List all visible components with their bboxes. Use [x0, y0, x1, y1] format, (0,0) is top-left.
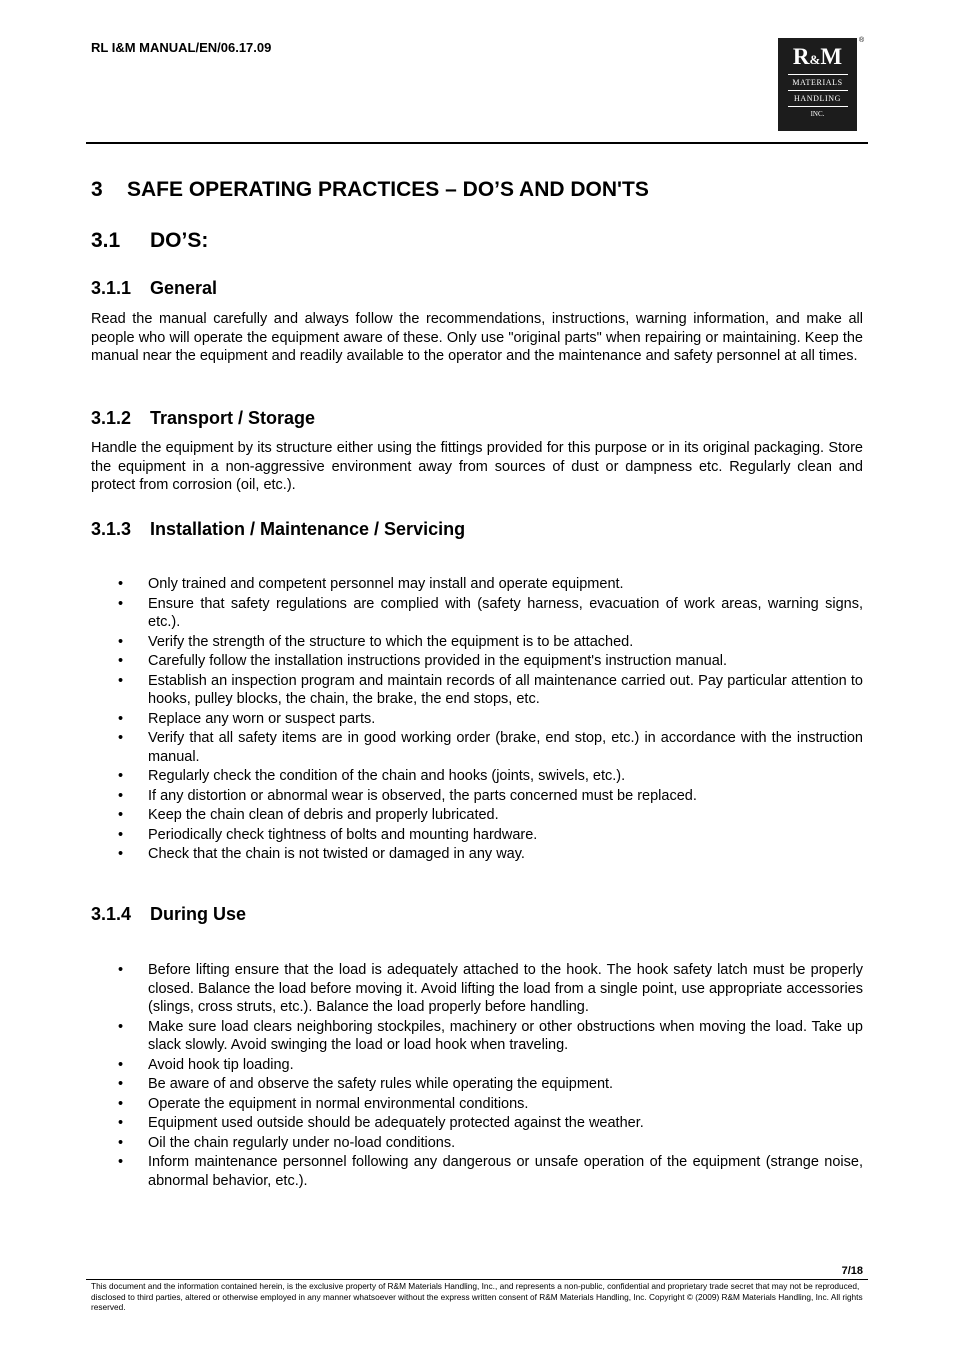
- installation-list: [91, 575, 863, 865]
- general-paragraph: Read the manual carefully and always follow the recommendations, instructions, warning information, and make all people who will operate the equipment aware of these. Only use "original parts" when repairing or maintaining. Keep the manual near the equipment and readily available to the operator and the maintenance and safety personnel at all times.: [91, 311, 863, 364]
- subsection-heading: [91, 229, 208, 253]
- bullet: •: [118, 633, 124, 650]
- section-title: SAFE OPERATING PRACTICES – DO’S AND DON'TS: [127, 178, 649, 201]
- bullet: •: [118, 576, 124, 592]
- heading-title: During Use: [150, 904, 247, 924]
- list-item: • Ensure that safety regulations are complied with (safety harness, evacuation of work areas, warning signs, etc.).: [118, 595, 863, 630]
- bullet: •: [118, 1095, 124, 1112]
- bullet: •: [118, 672, 124, 689]
- transport-paragraph: Handle the equipment by its structure either using the fittings provided for this purpose or in its original packaging. Store the equipment in a non-aggressive environment away from sources of dust or dampness etc. Regularly clean and protect from corrosion (oil, etc.).: [91, 440, 863, 493]
- bullet: •: [118, 595, 124, 612]
- section-heading: [91, 178, 649, 202]
- bullet: •: [118, 826, 124, 843]
- heading-title: Transport / Storage: [150, 408, 316, 428]
- logo-inc: INC.: [810, 110, 825, 118]
- logo-wordmark: R&M: [792, 44, 843, 69]
- header-divider: [86, 142, 868, 144]
- registered-mark: ®: [859, 37, 865, 44]
- list-item: • Establish an inspection program and maintain records of all maintenance carried out. Pay particular attention to hooks, pulley blocks, the chain, the brake, the end stops, etc.: [118, 672, 863, 707]
- list-item: • If any distortion or abnormal wear is observed, the parts concerned must be replaced.: [118, 787, 697, 804]
- heading-number: 3.1.3: [91, 519, 132, 539]
- during-use-list: [91, 961, 863, 1191]
- bullet: •: [118, 846, 124, 862]
- heading-title: General: [150, 278, 218, 298]
- page-number: 7/18: [841, 1265, 863, 1277]
- list-item: • Verify the strength of the structure to which the equipment is to be attached.: [118, 633, 634, 650]
- list-item: • Equipment used outside should be adequately protected against the weather.: [118, 1115, 644, 1131]
- bullet: •: [118, 1115, 124, 1131]
- list-item: • Carefully follow the installation instructions provided in the equipment's instruction manual.: [118, 653, 728, 669]
- list-item: • Keep the chain clean of debris and properly lubricated.: [118, 807, 499, 823]
- bullet: •: [118, 653, 124, 669]
- section-number: 3: [91, 178, 103, 201]
- bullet: •: [118, 787, 124, 804]
- heading-number: 3.1.4: [91, 904, 132, 924]
- heading-title: Installation / Maintenance / Servicing: [150, 519, 466, 539]
- logo-divider: [788, 90, 848, 91]
- list-item: • Verify that all safety items are in good working order (brake, end stop, etc.) in accordance with the instruction manual.: [118, 730, 863, 765]
- list-item: • Before lifting ensure that the load is adequately attached to the hook. The hook safety latch must be properly closed. Balance the load before moving it. Avoid lifting the load from a single point, use appropriate accessories (slings, cross struts, etc.). Balance the load properly before handling.: [118, 962, 863, 1015]
- transport-heading: [91, 408, 315, 429]
- list-item: • Replace any worn or suspect parts.: [118, 710, 376, 727]
- document-code: RL I&M MANUAL/EN/06.17.09: [91, 40, 272, 55]
- subsection-number: 3.1: [91, 229, 121, 252]
- list-item: • Make sure load clears neighboring stockpiles, machinery or other obstructions when moving the load. Take up slack slowly. Avoid swinging the load or load hook when traveling.: [118, 1018, 863, 1053]
- subsection-title: DO’S:: [150, 229, 209, 252]
- logo-materials: MATERIALS: [792, 78, 843, 87]
- list-item: • Periodically check tightness of bolts and mounting hardware.: [118, 826, 538, 843]
- footer-legal-text: This document and the information contained herein, is the exclusive property of R&M Materials Handling, Inc., and represents a non-public, confidential and proprietary trade secret that may not be reproduced, disclosed to third parties, altered or otherwise employed in any manner whatsoever without the express written consent of R&M Materials Handling, Inc. Copyright © (2009) R&M Materials Handling, Inc. All rights reserved.: [91, 1281, 863, 1312]
- list-item: • Operate the equipment in normal environmental conditions.: [118, 1095, 529, 1112]
- installation-heading: [91, 519, 465, 540]
- logo-divider: [788, 74, 848, 75]
- bullet: •: [118, 807, 124, 823]
- list-item: • Regularly check the condition of the chain and hooks (joints, swivels, etc.).: [118, 768, 626, 784]
- list-item: • Avoid hook tip loading.: [118, 1056, 294, 1073]
- list-item: • Oil the chain regularly under no-load conditions.: [118, 1134, 456, 1151]
- bullet: •: [118, 1154, 124, 1170]
- logo-divider: [788, 106, 848, 107]
- bullet: •: [118, 710, 124, 727]
- bullet: •: [118, 962, 124, 978]
- bullet: •: [118, 730, 124, 746]
- heading-number: 3.1.1: [91, 278, 132, 298]
- list-item: • Only trained and competent personnel may install and operate equipment.: [118, 576, 624, 592]
- bullet: •: [118, 768, 124, 784]
- bullet: •: [118, 1076, 124, 1092]
- list-item: • Inform maintenance personnel following any dangerous or unsafe operation of the equipment (strange noise, abnormal behavior, etc.).: [118, 1154, 863, 1189]
- bullet: •: [118, 1134, 124, 1151]
- bullet: •: [118, 1018, 124, 1035]
- general-heading: [91, 278, 217, 299]
- during-use-heading: [91, 904, 246, 925]
- logo-handling: HANDLING: [793, 94, 841, 103]
- list-item: • Check that the chain is not twisted or damaged in any way.: [118, 846, 525, 862]
- company-logo: [778, 38, 857, 131]
- footer-divider: [86, 1279, 868, 1280]
- bullet: •: [118, 1056, 124, 1073]
- list-item: • Be aware of and observe the safety rules while operating the equipment.: [118, 1076, 614, 1092]
- heading-number: 3.1.2: [91, 408, 132, 428]
